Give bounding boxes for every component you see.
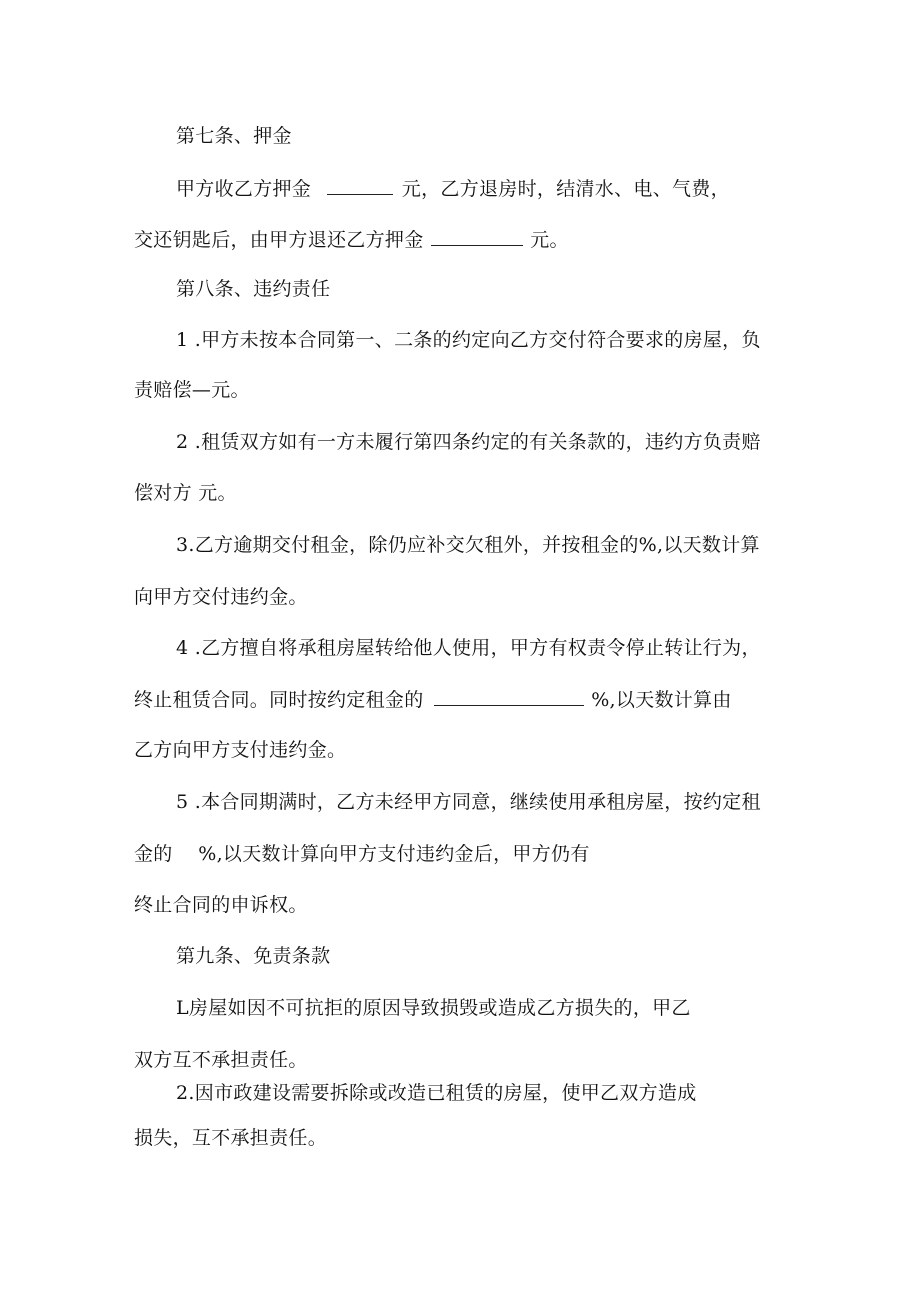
article-7-paragraph-line-1 (176, 176, 730, 201)
refund-amount-blank (431, 227, 523, 246)
text-segment: 甲方收乙方押金 (176, 178, 312, 200)
text-segment: 元，乙方退房时，结清水、电、气费， (401, 178, 730, 200)
deposit-amount-blank (327, 176, 393, 195)
article-9-item-1-line-2: 双方互不承担责任。 (134, 1049, 308, 1071)
article-8-item-1-line-2: 责赔偿—元。 (134, 379, 250, 401)
article-8-item-3-line-1: 3.乙方逾期交付租金，除仍应补交欠租外，并按租金的%,以天数计算 (176, 534, 760, 556)
article-8-item-5-line-3: 终止合同的申诉权。 (134, 894, 308, 916)
article-8-item-3-line-2: 向甲方交付违约金。 (134, 586, 308, 608)
article-9-heading: 第九条、免责条款 (176, 945, 331, 967)
article-9-item-2-line-2: 损失，互不承担责任。 (134, 1127, 328, 1149)
article-8-item-5-line-2: 金的 %,以天数计算向甲方支付违约金后，甲方仍有 (134, 843, 590, 865)
article-8-item-4-line-1: 4 .乙方擅自将承租房屋转给他人使用，甲方有权责令停止转让行为， (176, 637, 761, 659)
article-8-item-2-line-2: 偿对方 元。 (134, 482, 237, 504)
penalty-rate-blank (434, 687, 584, 706)
article-7-paragraph-line-2 (134, 227, 569, 252)
article-9-item-1-line-1: L房屋如因不可抗拒的原因导致损毁或造成乙方损失的，甲乙 (176, 997, 691, 1019)
article-8-item-5-line-1: 5 .本合同期满时，乙方未经甲方同意，继续使用承租房屋，按约定租 (176, 791, 761, 813)
article-9-item-2-line-1: 2.因市政建设需要拆除或改造已租赁的房屋，使甲乙双方造成 (176, 1082, 697, 1104)
article-8-item-2-line-1: 2 .租赁双方如有一方未履行第四条约定的有关条款的，违约方负责赔 (176, 431, 761, 453)
article-8-heading: 第八条、违约责任 (176, 278, 331, 300)
text-segment: 终止租赁合同。同时按约定租金的 (134, 689, 424, 711)
article-7-heading: 第七条、押金 (176, 125, 292, 147)
text-segment: 元。 (530, 229, 569, 251)
article-8-item-4-line-2 (134, 687, 732, 712)
text-segment: 交还钥匙后，由甲方退还乙方押金 (134, 229, 424, 251)
article-8-item-1-line-1: 1 .甲方未按本合同第一、二条的约定向乙方交付符合要求的房屋，负 (176, 329, 761, 351)
text-segment: %,以天数计算由 (591, 689, 732, 711)
article-8-item-4-line-3: 乙方向甲方支付违约金。 (134, 739, 347, 761)
